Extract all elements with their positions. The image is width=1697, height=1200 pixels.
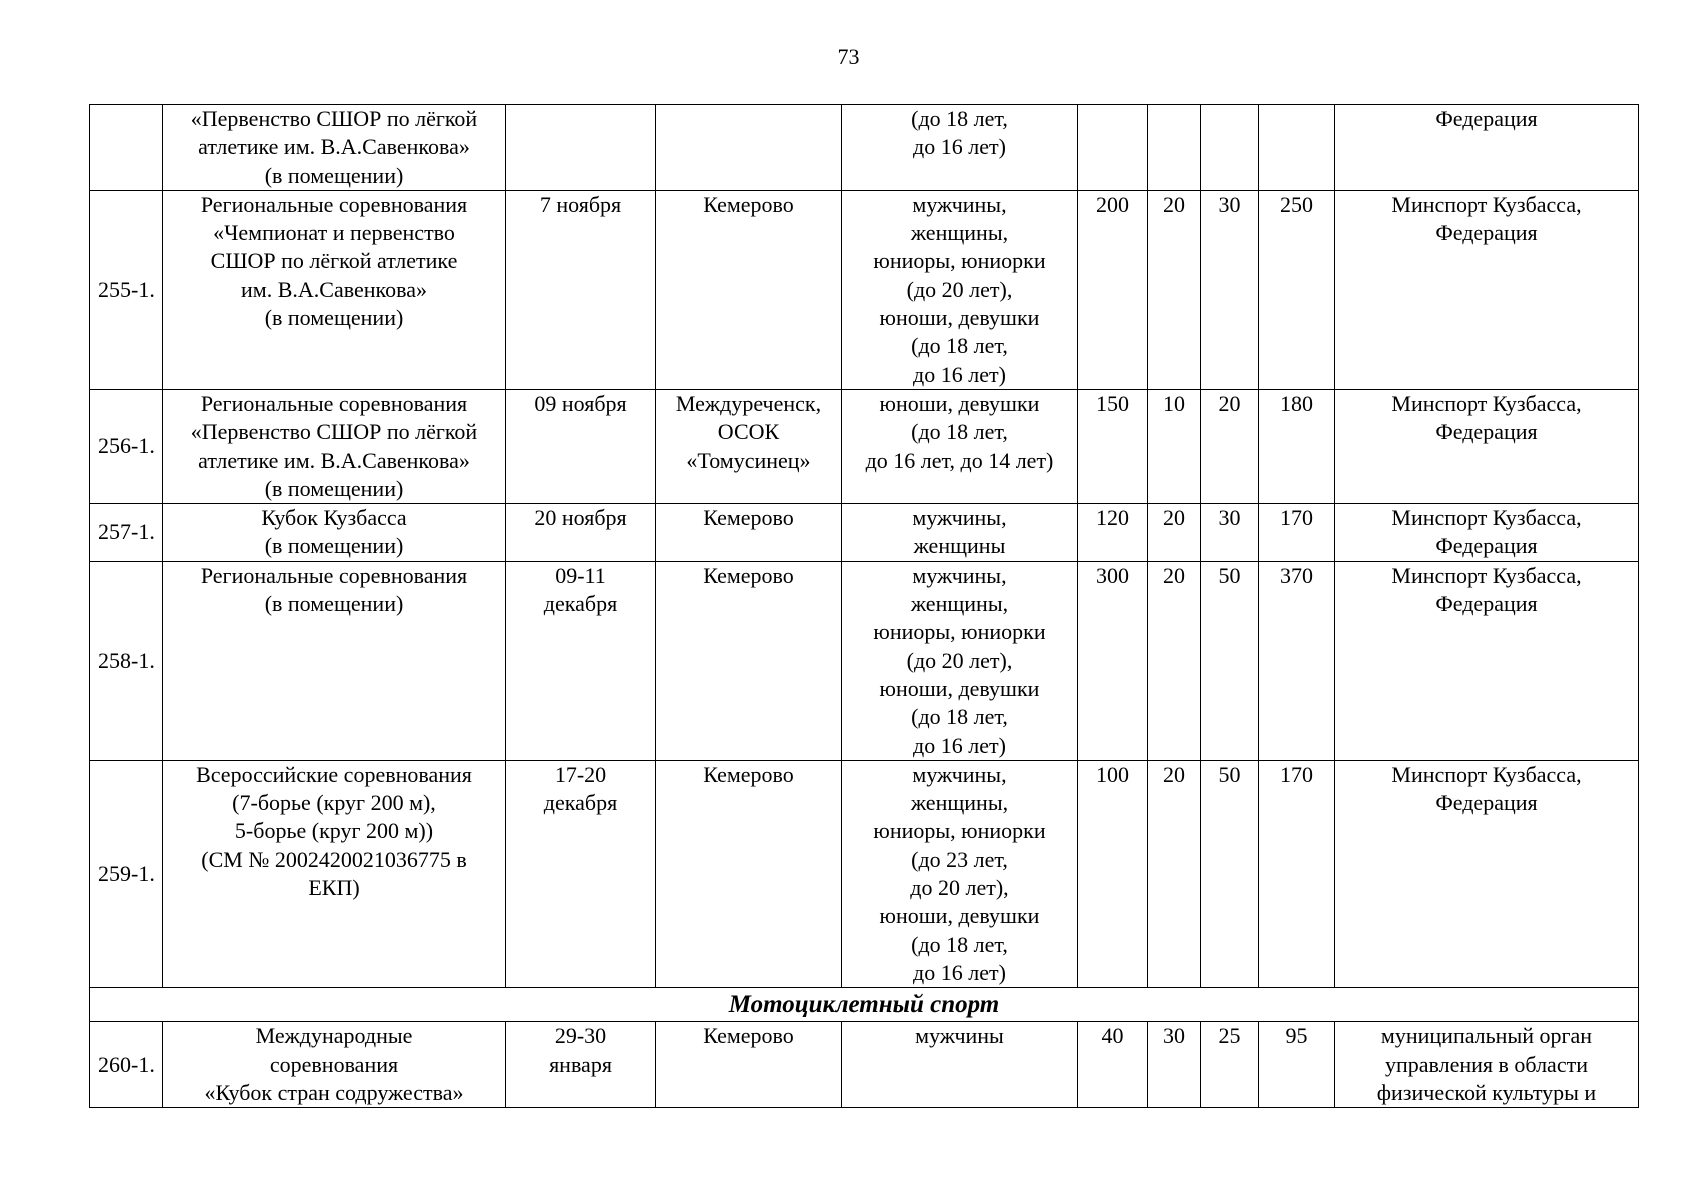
count-1: 40 (1078, 1022, 1148, 1108)
table-row (90, 504, 1639, 562)
event-date: 17-20 декабря (506, 760, 656, 987)
event-date: 7 ноября (506, 190, 656, 389)
count-total: 170 (1259, 760, 1335, 987)
events-table (89, 104, 1639, 1108)
count-total (1259, 105, 1335, 191)
event-place: Междуреченск, ОСОК «Томусинец» (656, 389, 842, 503)
table-row (90, 1022, 1639, 1108)
count-1: 150 (1078, 389, 1148, 503)
count-2: 30 (1148, 1022, 1201, 1108)
count-2: 10 (1148, 389, 1201, 503)
event-participants: мужчины, женщины, юниоры, юниорки (до 23 лет, до 20 лет), юноши, девушки (до 18 лет, до 16 лет) (842, 760, 1078, 987)
event-name: Международные соревнования «Кубок стран содружества» (163, 1022, 506, 1108)
row-number: 257-1. (90, 504, 163, 562)
row-number: 256-1. (90, 389, 163, 503)
count-3: 50 (1201, 561, 1259, 760)
event-participants: мужчины, женщины, юниоры, юниорки (до 20 лет), юноши, девушки (до 18 лет, до 16 лет) (842, 190, 1078, 389)
count-total: 170 (1259, 504, 1335, 562)
event-organizer: Федерация (1335, 105, 1639, 191)
table-row (90, 105, 1639, 191)
event-organizer: Минспорт Кузбасса, Федерация (1335, 190, 1639, 389)
count-total: 370 (1259, 561, 1335, 760)
section-title: Мотоциклетный спорт (90, 988, 1639, 1022)
count-3: 30 (1201, 504, 1259, 562)
row-number: 260-1. (90, 1022, 163, 1108)
table-row (90, 561, 1639, 760)
table-row (90, 389, 1639, 503)
event-place: Кемерово (656, 504, 842, 562)
event-date: 09-11 декабря (506, 561, 656, 760)
event-organizer: Минспорт Кузбасса, Федерация (1335, 389, 1639, 503)
event-name: Региональные соревнования «Чемпионат и первенство СШОР по лёгкой атлетике им. В.А.Савенкова» (в помещении) (163, 190, 506, 389)
count-3 (1201, 105, 1259, 191)
event-participants: (до 18 лет, до 16 лет) (842, 105, 1078, 191)
event-name: Региональные соревнования «Первенство СШОР по лёгкой атлетике им. В.А.Савенкова» (в помещении) (163, 389, 506, 503)
count-2: 20 (1148, 760, 1201, 987)
count-1: 100 (1078, 760, 1148, 987)
event-place (656, 105, 842, 191)
event-date: 29-30 января (506, 1022, 656, 1108)
row-number: 259-1. (90, 760, 163, 987)
event-name: Всероссийские соревнования (7-борье (круг 200 м), 5-борье (круг 200 м)) (СМ № 2002420021036775 в ЕКП) (163, 760, 506, 987)
count-1: 200 (1078, 190, 1148, 389)
event-participants: мужчины, женщины, юниоры, юниорки (до 20 лет), юноши, девушки (до 18 лет, до 16 лет) (842, 561, 1078, 760)
event-organizer: Минспорт Кузбасса, Федерация (1335, 760, 1639, 987)
event-name: Кубок Кузбасса (в помещении) (163, 504, 506, 562)
count-3: 30 (1201, 190, 1259, 389)
count-2: 20 (1148, 190, 1201, 389)
event-date: 09 ноября (506, 389, 656, 503)
count-2: 20 (1148, 504, 1201, 562)
event-participants: юноши, девушки (до 18 лет, до 16 лет, до 14 лет) (842, 389, 1078, 503)
count-1: 300 (1078, 561, 1148, 760)
page-number: 73 (837, 44, 860, 69)
row-number: 258-1. (90, 561, 163, 760)
event-organizer: муниципальный орган управления в области физической культуры и (1335, 1022, 1639, 1108)
count-total: 250 (1259, 190, 1335, 389)
count-2 (1148, 105, 1201, 191)
event-place: Кемерово (656, 561, 842, 760)
event-participants: мужчины, женщины (842, 504, 1078, 562)
event-date: 20 ноября (506, 504, 656, 562)
count-1 (1078, 105, 1148, 191)
row-number: 255-1. (90, 190, 163, 389)
table-row (90, 760, 1639, 987)
event-date (506, 105, 656, 191)
event-place: Кемерово (656, 1022, 842, 1108)
event-name: «Первенство СШОР по лёгкой атлетике им. В.А.Савенкова» (в помещении) (163, 105, 506, 191)
count-2: 20 (1148, 561, 1201, 760)
event-place: Кемерово (656, 760, 842, 987)
event-organizer: Минспорт Кузбасса, Федерация (1335, 504, 1639, 562)
count-3: 25 (1201, 1022, 1259, 1108)
event-name: Региональные соревнования (в помещении) (163, 561, 506, 760)
event-participants: мужчины (842, 1022, 1078, 1108)
row-number (90, 105, 163, 191)
section-row (90, 988, 1639, 1022)
count-1: 120 (1078, 504, 1148, 562)
count-3: 20 (1201, 389, 1259, 503)
count-3: 50 (1201, 760, 1259, 987)
event-organizer: Минспорт Кузбасса, Федерация (1335, 561, 1639, 760)
count-total: 180 (1259, 389, 1335, 503)
event-place: Кемерово (656, 190, 842, 389)
table-row (90, 190, 1639, 389)
count-total: 95 (1259, 1022, 1335, 1108)
